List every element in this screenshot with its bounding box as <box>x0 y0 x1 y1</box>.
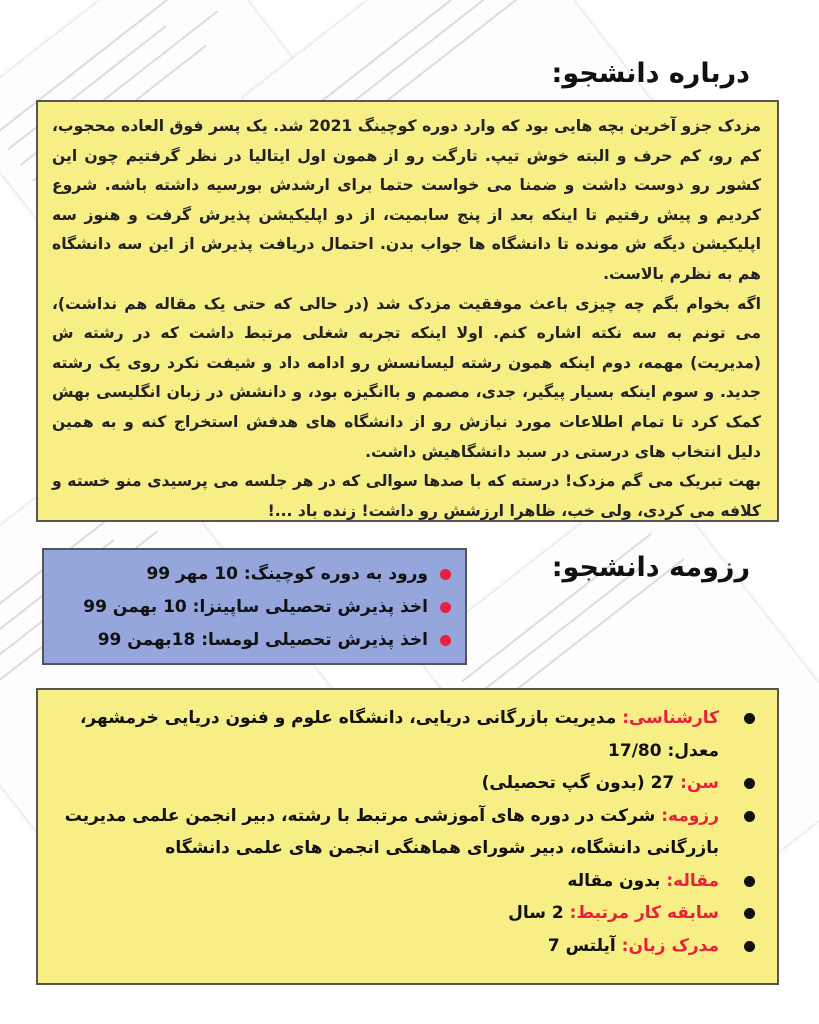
red-dot-icon <box>441 635 452 646</box>
profile-item-work-experience: سابقه کار مرتبط: 2 سال <box>51 897 756 930</box>
bullet-icon <box>745 876 756 887</box>
bullet-icon <box>745 811 756 822</box>
profile-list <box>51 702 756 962</box>
profile-item-resume: رزومه: شرکت در دوره های آموزشی مرتبط با رشته، دبیر انجمن علمی مدیریت بازرگانی دانشگاه، دبیر شورای هماهنگی انجمن های علمی دانشگاه <box>51 800 756 865</box>
red-dot-icon <box>441 602 452 613</box>
timeline-box <box>43 548 468 665</box>
about-paragraph: بهت تبریک می گم مزدک! درسته که با صدها سوالی که در هر جلسه می پرسیدی منو خسته و کلافه می کردی، ولی خب، ظاهرا ارزشش رو داشت! زنده باد ...! <box>53 472 762 520</box>
bullet-icon <box>745 908 756 919</box>
about-text-box <box>37 100 780 522</box>
profile-item-education: کارشناسی: مدیریت بازرگانی دریایی، دانشگاه علوم و فنون دریایی خرمشهر، معدل: 17/80 <box>51 702 756 767</box>
profile-box <box>37 688 780 985</box>
about-section-title: درباره دانشجو: <box>552 58 751 89</box>
profile-item-age: سن: 27 (بدون گپ تحصیلی) <box>51 767 756 800</box>
profile-item-language: مدرک زبان: آیلتس 7 <box>51 930 756 963</box>
bullet-icon <box>745 941 756 952</box>
bullet-icon <box>745 713 756 724</box>
resume-section-title: رزومه دانشجو: <box>552 552 751 583</box>
timeline-item: اخذ پذیرش تحصیلی لومسا: 18بهمن 99 <box>53 624 452 657</box>
bullet-icon <box>745 778 756 789</box>
timeline-item: اخذ پذیرش تحصیلی ساپینزا: 10 بهمن 99 <box>53 591 452 624</box>
timeline-list <box>53 558 452 657</box>
about-paragraph: مزدک جزو آخرین بچه هایی بود که وارد دوره کوچینگ 2021 شد. یک پسر فوق العاده محجوب، کم رو، کم حرف و البته خوش تیپ. تارگت رو از همون اول ایتالیا در نظر گرفتیم چون این کشور رو دوست داشت و ضمنا می خواست حتما برای ارشدش بورسیه داشته باشه. شروع کردیم و پیش رفتیم تا اینکه بعد از پنج سابمیت، از دو اپلیکیشن پذیرش گرفت و هنوز سه اپلیکیشن دیگه ش مونده تا دانشگاه ها جواب بدن. احتمال دریافت پذیرش از این سه دانشگاه هم به نظرم بالاست. <box>53 117 762 283</box>
profile-item-papers: مقاله: بدون مقاله <box>51 865 756 898</box>
about-paragraph: اگه بخوام بگم چه چیزی باعث موفقیت مزدک شد (در حالی که حتی یک مقاله هم نداشت)، می تونم به سه نکته اشاره کنم. اولا اینکه تجربه شغلی مرتبط داشت که در رشته ش (مدیریت) مهمه، دوم اینکه همون رشته لیسانسش رو ادامه داد و شیفت نکرد روی یک رشته جدید. و سوم اینکه بسیار پیگیر، جدی، مصمم و باانگیزه بود، و دانشش در زبان انگلیسی بهش کمک کرد تا تمام اطلاعات مورد نیازش رو از دانشگاه های هدفش استخراج کنه و به همین دلیل انتخاب های درستی در سبد دانشگاهیش داشت. <box>53 294 762 461</box>
timeline-item: ورود به دوره کوچینگ: 10 مهر 99 <box>53 558 452 591</box>
red-dot-icon <box>441 569 452 580</box>
